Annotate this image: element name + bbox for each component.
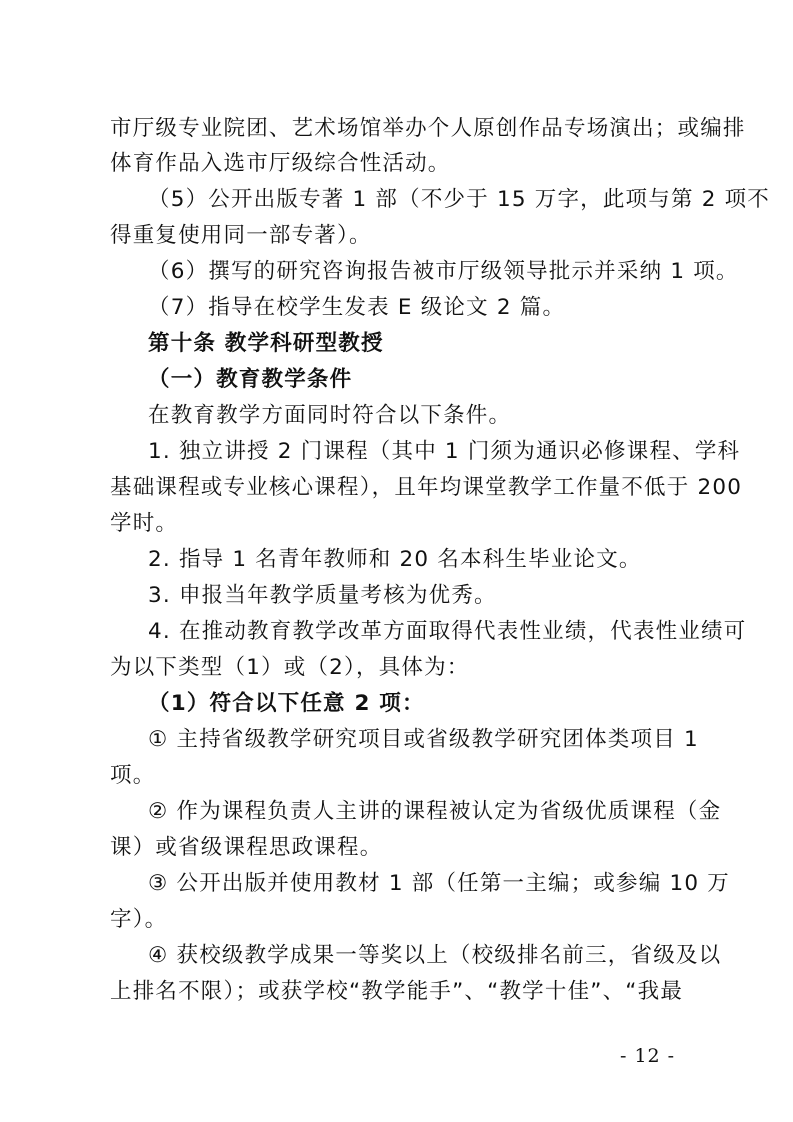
text-line: 2. 指导 1 名青年教师和 20 名本科生毕业论文。: [148, 547, 642, 572]
subsection-heading: （1）符合以下任意 2 项：: [148, 691, 425, 716]
page-number: - 12 -: [620, 1045, 676, 1067]
text-line: 得重复使用同一部专著）。: [110, 223, 372, 248]
text-line: ④ 获校级教学成果一等奖以上（校级排名前三，省级及以: [148, 943, 722, 968]
text-line: 体育作品入选市厅级综合性活动。: [110, 151, 451, 176]
text-line: 为以下类型（1）或（2），具体为：: [110, 655, 470, 680]
text-line: 4. 在推动教育教学改革方面取得代表性业绩，代表性业绩可: [148, 619, 747, 644]
text-line: 1. 独立讲授 2 门课程（其中 1 门须为通识必修课程、学科: [148, 439, 741, 464]
text-line: （6）撰写的研究咨询报告被市厅级领导批示并采纳 1 项。: [148, 259, 739, 284]
text-line: 在教育教学方面同时符合以下条件。: [148, 403, 512, 428]
text-line: （7）指导在校学生发表 E 级论文 2 篇。: [148, 295, 566, 320]
text-line: ② 作为课程负责人主讲的课程被认定为省级优质课程（金: [148, 799, 722, 824]
text-line: 学时。: [110, 511, 179, 536]
text-line: （5）公开出版专著 1 部（不少于 15 万字，此项与第 2 项不: [148, 187, 771, 212]
text-line: ① 主持省级教学研究项目或省级教学研究团体类项目 1: [148, 727, 699, 752]
text-line: 3. 申报当年教学质量考核为优秀。: [148, 583, 497, 608]
section-heading: （一）教育教学条件: [148, 367, 353, 392]
text-line: 课）或省级课程思政课程。: [110, 835, 383, 860]
text-line: 上排名不限）；或获学校“教学能手”、“教学十佳”、“我最: [110, 979, 684, 1004]
text-line: 基础课程或专业核心课程），且年均课堂教学工作量不低于 200: [110, 475, 743, 500]
article-heading: 第十条 教学科研型教授: [148, 331, 384, 356]
text-line: 项。: [110, 763, 156, 788]
text-line: 市厅级专业院团、艺术场馆举办个人原创作品专场演出；或编排: [110, 116, 746, 141]
text-line: 字）。: [110, 907, 168, 932]
text-line: ③ 公开出版并使用教材 1 部（任第一主编；或参编 10 万: [148, 871, 730, 896]
